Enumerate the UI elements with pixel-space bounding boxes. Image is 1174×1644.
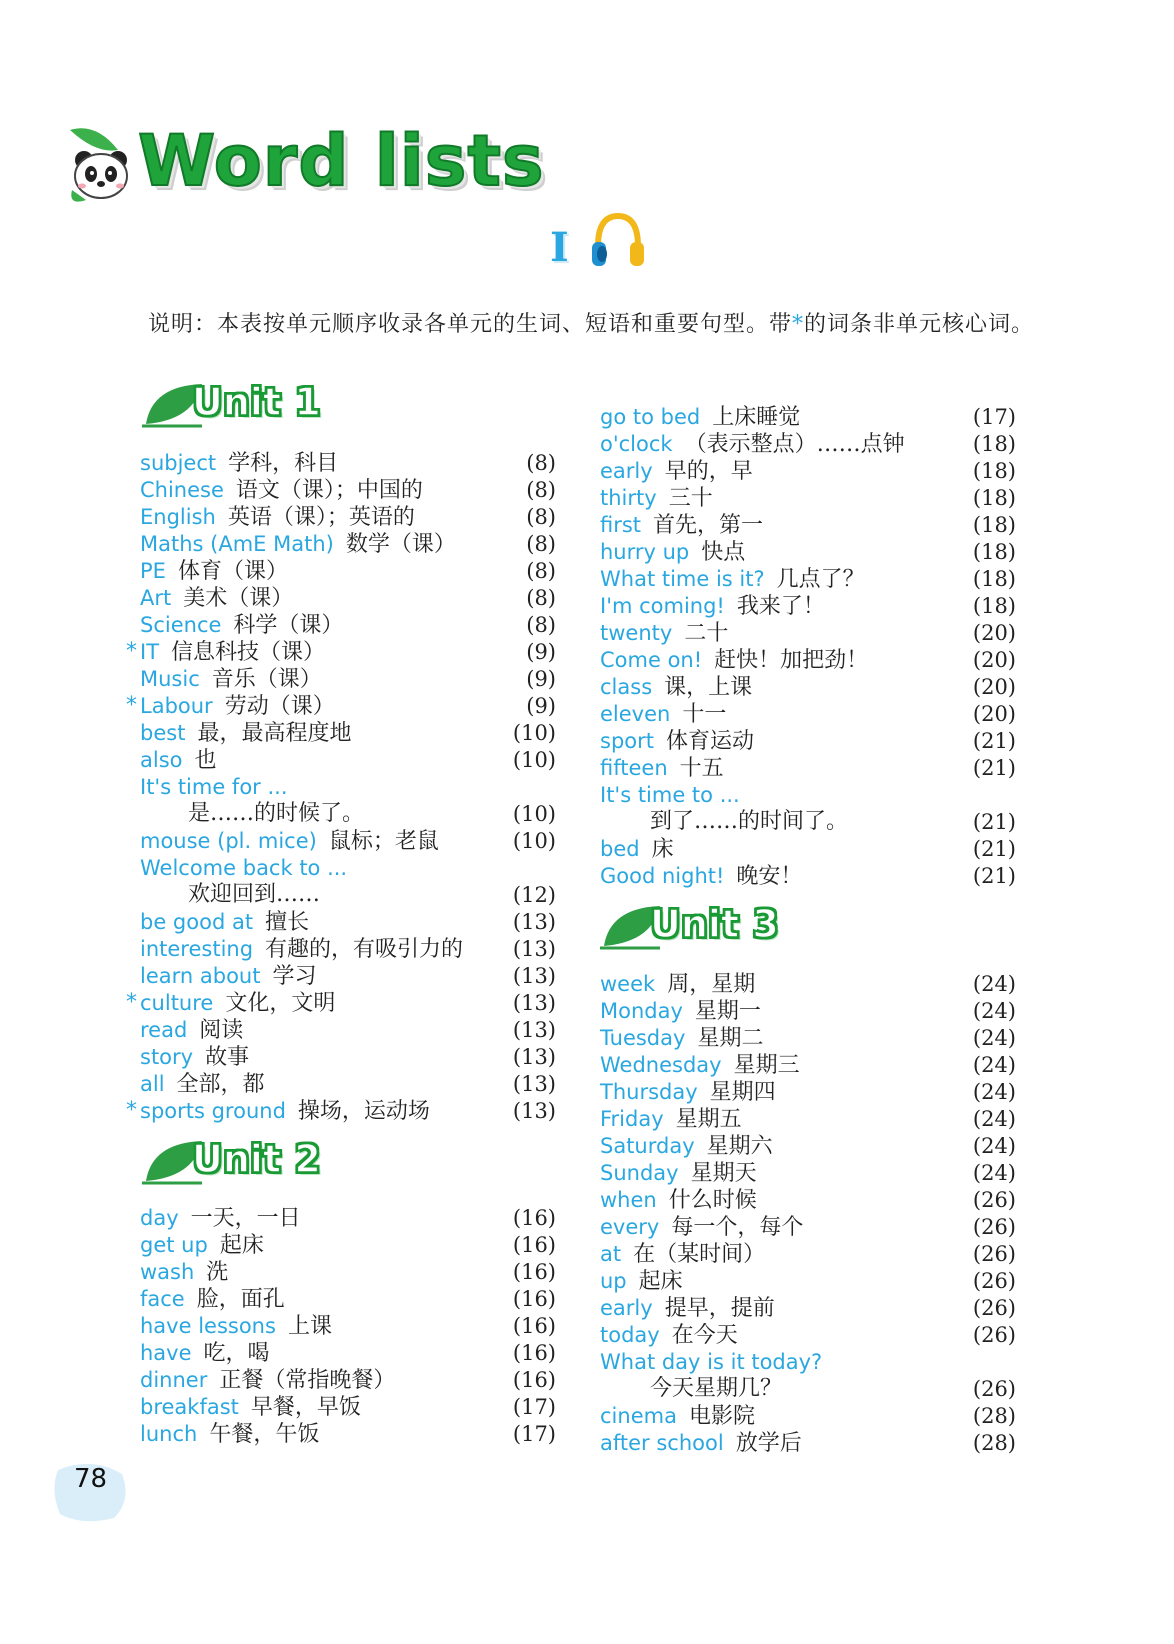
chinese-meaning: 最，最高程度地	[197, 721, 352, 746]
english-word: Wednesday	[600, 1053, 722, 1077]
chinese-meaning: 在（某时间）	[633, 1242, 766, 1267]
english-word: Welcome back to ...	[140, 856, 348, 880]
word-entry	[600, 1077, 776, 1107]
english-word: eleven	[600, 702, 671, 726]
unit-1-heading	[148, 380, 348, 440]
page-reference: (20)	[972, 621, 1016, 645]
chinese-meaning: 有趣的，有吸引力的	[265, 937, 464, 962]
page-reference: (13)	[512, 964, 556, 988]
page-reference: (16)	[512, 1233, 556, 1257]
word-entry	[126, 637, 326, 667]
word-entry	[600, 1401, 755, 1431]
chinese-meaning: 鼠标；老鼠	[328, 829, 439, 854]
page-reference: (18)	[972, 567, 1016, 591]
chinese-meaning: 脸，面孔	[196, 1287, 285, 1312]
chinese-meaning: 星期天	[690, 1161, 757, 1186]
word-entry	[600, 456, 753, 486]
page-reference: (8)	[526, 532, 556, 556]
word-entry	[600, 1239, 765, 1269]
page-reference: (9)	[526, 667, 556, 691]
section-label: I	[550, 224, 569, 271]
page-reference: (24)	[972, 1107, 1016, 1131]
chinese-meaning: 体育运动	[666, 729, 755, 754]
chinese-meaning: 午餐，午饭	[209, 1422, 320, 1447]
word-entry	[600, 996, 761, 1026]
word-entry	[140, 556, 288, 586]
unit-2-label: Unit 2	[192, 1137, 321, 1181]
chinese-meaning: 星期一	[694, 999, 761, 1024]
english-word: Labour	[140, 694, 213, 718]
page-reference: (10)	[512, 829, 556, 853]
chinese-meaning: 英语（课）；英语的	[227, 505, 415, 530]
word-entry	[600, 780, 740, 810]
word-entry	[140, 1257, 228, 1287]
chinese-meaning: 体育（课）	[177, 559, 288, 584]
word-entry	[140, 1230, 264, 1260]
chinese-meaning: 星期三	[733, 1053, 800, 1078]
optional-word-star: *	[126, 639, 137, 664]
english-word: every	[600, 1215, 660, 1239]
page-reference: (26)	[972, 1188, 1016, 1212]
page-reference: (13)	[512, 1045, 556, 1069]
english-word: Maths (AmE Math)	[140, 532, 334, 556]
english-word: first	[600, 513, 642, 537]
english-word: go to bed	[600, 405, 701, 429]
page-reference: (26)	[972, 1242, 1016, 1266]
english-word: It's time to ...	[600, 783, 740, 807]
chinese-meaning: 电影院	[688, 1404, 755, 1429]
word-entry	[140, 610, 343, 640]
optional-word-star: *	[126, 693, 137, 718]
chinese-meaning: 操场，运动场	[297, 1099, 430, 1124]
word-entry	[600, 1266, 683, 1296]
chinese-meaning: 放学后	[735, 1431, 802, 1456]
word-entry	[600, 1023, 763, 1053]
english-word: Science	[140, 613, 222, 637]
english-word: subject	[140, 451, 217, 475]
page-reference: (13)	[512, 1018, 556, 1042]
word-entry	[600, 1104, 742, 1134]
english-word: Good night!	[600, 864, 725, 888]
page-reference: (17)	[512, 1395, 556, 1419]
chinese-meaning: 上课	[287, 1314, 332, 1339]
word-entry	[600, 591, 825, 621]
english-word: wash	[140, 1260, 195, 1284]
unit-2-heading	[148, 1137, 348, 1197]
word-entry	[600, 672, 752, 702]
english-word: I'm coming!	[600, 594, 725, 618]
word-entry	[140, 1284, 285, 1314]
page-reference: (24)	[972, 1161, 1016, 1185]
page-reference: (18)	[972, 432, 1016, 456]
headphones-icon	[590, 210, 646, 274]
word-entry	[600, 483, 713, 513]
chinese-meaning: 星期六	[706, 1134, 773, 1159]
word-entry	[600, 402, 800, 432]
word-entry	[140, 664, 322, 694]
word-entry	[600, 1428, 802, 1458]
page-reference: (8)	[526, 451, 556, 475]
english-word: hurry up	[600, 540, 690, 564]
page-reference: (13)	[512, 910, 556, 934]
chinese-meaning: 周，星期	[667, 972, 756, 997]
english-word: English	[140, 505, 216, 529]
word-entry	[140, 529, 456, 559]
chinese-meaning: 课，上课	[664, 675, 753, 700]
word-entry	[600, 645, 868, 675]
word-entry	[600, 429, 905, 459]
page-reference: (18)	[972, 594, 1016, 618]
english-word: mouse (pl. mice)	[140, 829, 317, 853]
chinese-meaning: 美术（课）	[183, 586, 294, 611]
chinese-meaning: 我来了！	[736, 594, 825, 619]
page-reference: (8)	[526, 613, 556, 637]
chinese-meaning: 三十	[668, 486, 713, 511]
word-entry	[600, 564, 865, 594]
word-entry	[650, 1374, 782, 1404]
page-reference: (9)	[526, 640, 556, 664]
english-word: cinema	[600, 1404, 677, 1428]
chinese-meaning: 数学（课）	[345, 532, 456, 557]
page-reference: (10)	[512, 802, 556, 826]
english-word: best	[140, 721, 186, 745]
chinese-meaning: 起床	[219, 1233, 264, 1258]
word-entry	[188, 799, 364, 829]
english-word: interesting	[140, 937, 254, 961]
english-word: Art	[140, 586, 172, 610]
page-reference: (18)	[972, 459, 1016, 483]
english-word: day	[140, 1206, 179, 1230]
english-word: Tuesday	[600, 1026, 686, 1050]
chinese-meaning: 十一	[682, 702, 727, 727]
word-entry	[600, 834, 674, 864]
english-word: have	[140, 1341, 192, 1365]
word-entry	[600, 1185, 757, 1215]
page-reference: (21)	[972, 837, 1016, 861]
optional-word-star: *	[126, 990, 137, 1015]
page-title: Word lists	[138, 120, 545, 202]
page-reference: (18)	[972, 540, 1016, 564]
english-word: thirty	[600, 486, 657, 510]
word-entry	[600, 753, 724, 783]
page-reference: (10)	[512, 748, 556, 772]
chinese-meaning: 文化，文明	[225, 991, 336, 1016]
page-reference: (13)	[512, 1072, 556, 1096]
english-word: today	[600, 1323, 660, 1347]
page-reference: (24)	[972, 972, 1016, 996]
english-word: Monday	[600, 999, 683, 1023]
chinese-meaning: 星期五	[675, 1107, 742, 1132]
english-word: learn about	[140, 964, 261, 988]
word-entry	[600, 726, 754, 756]
english-word: culture	[140, 991, 214, 1015]
word-entry	[126, 1096, 430, 1126]
page-reference: (24)	[972, 1134, 1016, 1158]
chinese-meaning: 几点了？	[776, 567, 865, 592]
page-reference: (21)	[972, 810, 1016, 834]
word-entry	[600, 618, 728, 648]
chinese-meaning: 欢迎回到……	[188, 882, 321, 907]
title-banner	[66, 120, 545, 220]
english-word: face	[140, 1287, 185, 1311]
word-entry	[140, 448, 338, 478]
word-entry	[140, 1015, 243, 1045]
chinese-meaning: 到了……的时间了。	[650, 809, 849, 834]
chinese-meaning: 科学（课）	[233, 613, 344, 638]
chinese-meaning: 早的，早	[664, 459, 753, 484]
page-reference: (16)	[512, 1287, 556, 1311]
word-entry	[650, 807, 848, 837]
word-entry	[140, 907, 309, 937]
page-reference: (16)	[512, 1368, 556, 1392]
english-word: Friday	[600, 1107, 664, 1131]
english-word: have lessons	[140, 1314, 276, 1338]
word-entry	[140, 1069, 265, 1099]
word-entry	[140, 1365, 395, 1395]
chinese-meaning: 故事	[205, 1045, 250, 1070]
page-reference: (12)	[512, 883, 556, 907]
english-word: sport	[600, 729, 654, 753]
chinese-meaning: 十五	[679, 756, 724, 781]
english-word: get up	[140, 1233, 208, 1257]
chinese-meaning: 洗	[206, 1260, 229, 1285]
page-reference: (24)	[972, 999, 1016, 1023]
english-word: IT	[140, 640, 160, 664]
intro-note-star: *	[792, 312, 805, 337]
english-word: bed	[600, 837, 640, 861]
chinese-meaning: 提早，提前	[664, 1296, 775, 1321]
chinese-meaning: 擅长	[265, 910, 310, 935]
word-entry	[140, 1311, 332, 1341]
page-reference: (9)	[526, 694, 556, 718]
word-entry	[600, 861, 802, 891]
word-entry	[600, 699, 726, 729]
word-entry	[600, 1347, 822, 1377]
page-reference: (17)	[972, 405, 1016, 429]
unit-3-heading	[606, 902, 806, 962]
word-entry	[140, 1392, 361, 1422]
page-reference: (26)	[972, 1296, 1016, 1320]
chinese-meaning: 星期二	[697, 1026, 764, 1051]
chinese-meaning: 语文（课）；中国的	[235, 478, 423, 503]
page-reference: (16)	[512, 1341, 556, 1365]
word-entry	[140, 1419, 319, 1449]
word-entry	[140, 583, 293, 613]
english-word: Thursday	[600, 1080, 698, 1104]
chinese-meaning: 学科，科目	[228, 451, 339, 476]
chinese-meaning: 是……的时候了。	[188, 801, 365, 826]
page-reference: (26)	[972, 1377, 1016, 1401]
english-word: What day is it today?	[600, 1350, 823, 1374]
english-word: at	[600, 1242, 622, 1266]
chinese-meaning: 起床	[638, 1269, 683, 1294]
english-word: lunch	[140, 1422, 198, 1446]
word-entry	[140, 1203, 301, 1233]
word-entry	[600, 1320, 738, 1350]
chinese-meaning: 星期四	[709, 1080, 776, 1105]
english-word: story	[140, 1045, 194, 1069]
page-reference: (8)	[526, 559, 556, 583]
chinese-meaning: 二十	[684, 621, 729, 646]
english-word: sports ground	[140, 1099, 286, 1123]
word-entry	[600, 510, 763, 540]
page-reference: (8)	[526, 478, 556, 502]
chinese-meaning: 全部，都	[176, 1072, 265, 1097]
intro-note-tail: 的词条非单元核心词。	[804, 312, 1035, 337]
page-reference: (20)	[972, 702, 1016, 726]
english-word: read	[140, 1018, 188, 1042]
english-word: up	[600, 1269, 627, 1293]
chinese-meaning: 床	[651, 837, 674, 862]
word-entry	[600, 969, 755, 999]
word-entry	[600, 1158, 757, 1188]
english-word: breakfast	[140, 1395, 239, 1419]
unit-3-label: Unit 3	[650, 902, 779, 946]
page-reference: (21)	[972, 864, 1016, 888]
page-reference: (8)	[526, 505, 556, 529]
chinese-meaning: 学习	[272, 964, 317, 989]
chinese-meaning: 一天，一日	[190, 1206, 301, 1231]
chinese-meaning: 劳动（课）	[224, 694, 335, 719]
page-reference: (13)	[512, 1099, 556, 1123]
intro-note	[148, 305, 1078, 345]
english-word: Music	[140, 667, 200, 691]
english-word: class	[600, 675, 653, 699]
page-reference: (24)	[972, 1026, 1016, 1050]
chinese-meaning: 赶快！加把劲！	[714, 648, 869, 673]
page-reference: (24)	[972, 1080, 1016, 1104]
chinese-meaning: 在今天	[671, 1323, 738, 1348]
word-entry	[140, 475, 423, 505]
chinese-meaning: （表示整点）……点钟	[684, 432, 905, 457]
word-entry	[140, 853, 347, 883]
chinese-meaning: 早餐，早饭	[250, 1395, 361, 1420]
chinese-meaning: 快点	[701, 540, 746, 565]
word-entry	[140, 718, 351, 748]
chinese-meaning: 正餐（常指晚餐）	[219, 1368, 396, 1393]
chinese-meaning: 每一个，每个	[671, 1215, 804, 1240]
word-entry	[600, 537, 745, 567]
english-word: fifteen	[600, 756, 668, 780]
page-number: 78	[74, 1464, 108, 1494]
section-heading	[550, 220, 670, 290]
english-word: be good at	[140, 910, 254, 934]
english-word: Sunday	[600, 1161, 679, 1185]
word-entry	[126, 988, 336, 1018]
english-word: Chinese	[140, 478, 224, 502]
chinese-meaning: 晚安！	[736, 864, 803, 889]
chinese-meaning: 首先，第一	[653, 513, 764, 538]
word-entry	[140, 934, 463, 964]
english-word: after school	[600, 1431, 724, 1455]
word-entry	[600, 1131, 773, 1161]
page-reference: (21)	[972, 756, 1016, 780]
english-word: o'clock	[600, 432, 673, 456]
chinese-meaning: 今天星期几？	[650, 1376, 783, 1401]
word-entry	[600, 1293, 775, 1323]
chinese-meaning: 也	[194, 748, 217, 773]
english-word: early	[600, 459, 653, 483]
page-reference: (16)	[512, 1206, 556, 1230]
english-word: dinner	[140, 1368, 208, 1392]
page-reference: (18)	[972, 486, 1016, 510]
english-word: twenty	[600, 621, 673, 645]
chinese-meaning: 音乐（课）	[211, 667, 322, 692]
word-entry	[140, 961, 316, 991]
page-reference: (16)	[512, 1260, 556, 1284]
page-reference: (21)	[972, 729, 1016, 753]
chinese-meaning: 阅读	[199, 1018, 244, 1043]
word-entry	[140, 502, 415, 532]
word-entry	[140, 1042, 249, 1072]
page-reference: (10)	[512, 721, 556, 745]
page-reference: (18)	[972, 513, 1016, 537]
word-entry	[600, 1212, 803, 1242]
chinese-meaning: 信息科技（课）	[171, 640, 326, 665]
chinese-meaning: 吃，喝	[203, 1341, 270, 1366]
word-entry	[126, 691, 335, 721]
english-word: PE	[140, 559, 166, 583]
page-reference: (13)	[512, 991, 556, 1015]
page-reference: (20)	[972, 648, 1016, 672]
english-word: Saturday	[600, 1134, 695, 1158]
panda-icon	[66, 120, 146, 210]
optional-word-star: *	[126, 1098, 137, 1123]
word-entry	[600, 1050, 800, 1080]
page-number-badge	[52, 1460, 132, 1520]
page-reference: (16)	[512, 1314, 556, 1338]
english-word: all	[140, 1072, 165, 1096]
english-word: It's time for ...	[140, 775, 288, 799]
word-entry	[140, 1338, 270, 1368]
english-word: early	[600, 1296, 653, 1320]
word-entry	[140, 826, 439, 856]
page-reference: (28)	[972, 1431, 1016, 1455]
english-word: Come on!	[600, 648, 703, 672]
chinese-meaning: 上床睡觉	[712, 405, 801, 430]
english-word: What time is it?	[600, 567, 765, 591]
english-word: also	[140, 748, 183, 772]
english-word: week	[600, 972, 656, 996]
intro-note-text: 说明：本表按单元顺序收录各单元的生词、短语和重要句型。带	[148, 312, 793, 337]
page-reference: (17)	[512, 1422, 556, 1446]
page-reference: (26)	[972, 1269, 1016, 1293]
chinese-meaning: 什么时候	[668, 1188, 757, 1213]
word-entry	[140, 745, 217, 775]
page-reference: (20)	[972, 675, 1016, 699]
unit-1-label: Unit 1	[192, 380, 321, 424]
english-word: when	[600, 1188, 657, 1212]
word-entry	[140, 772, 288, 802]
page-reference: (24)	[972, 1053, 1016, 1077]
page-reference: (26)	[972, 1323, 1016, 1347]
page-reference: (13)	[512, 937, 556, 961]
page-reference: (28)	[972, 1404, 1016, 1428]
page-reference: (8)	[526, 586, 556, 610]
page-reference: (26)	[972, 1215, 1016, 1239]
word-entry	[188, 880, 320, 910]
